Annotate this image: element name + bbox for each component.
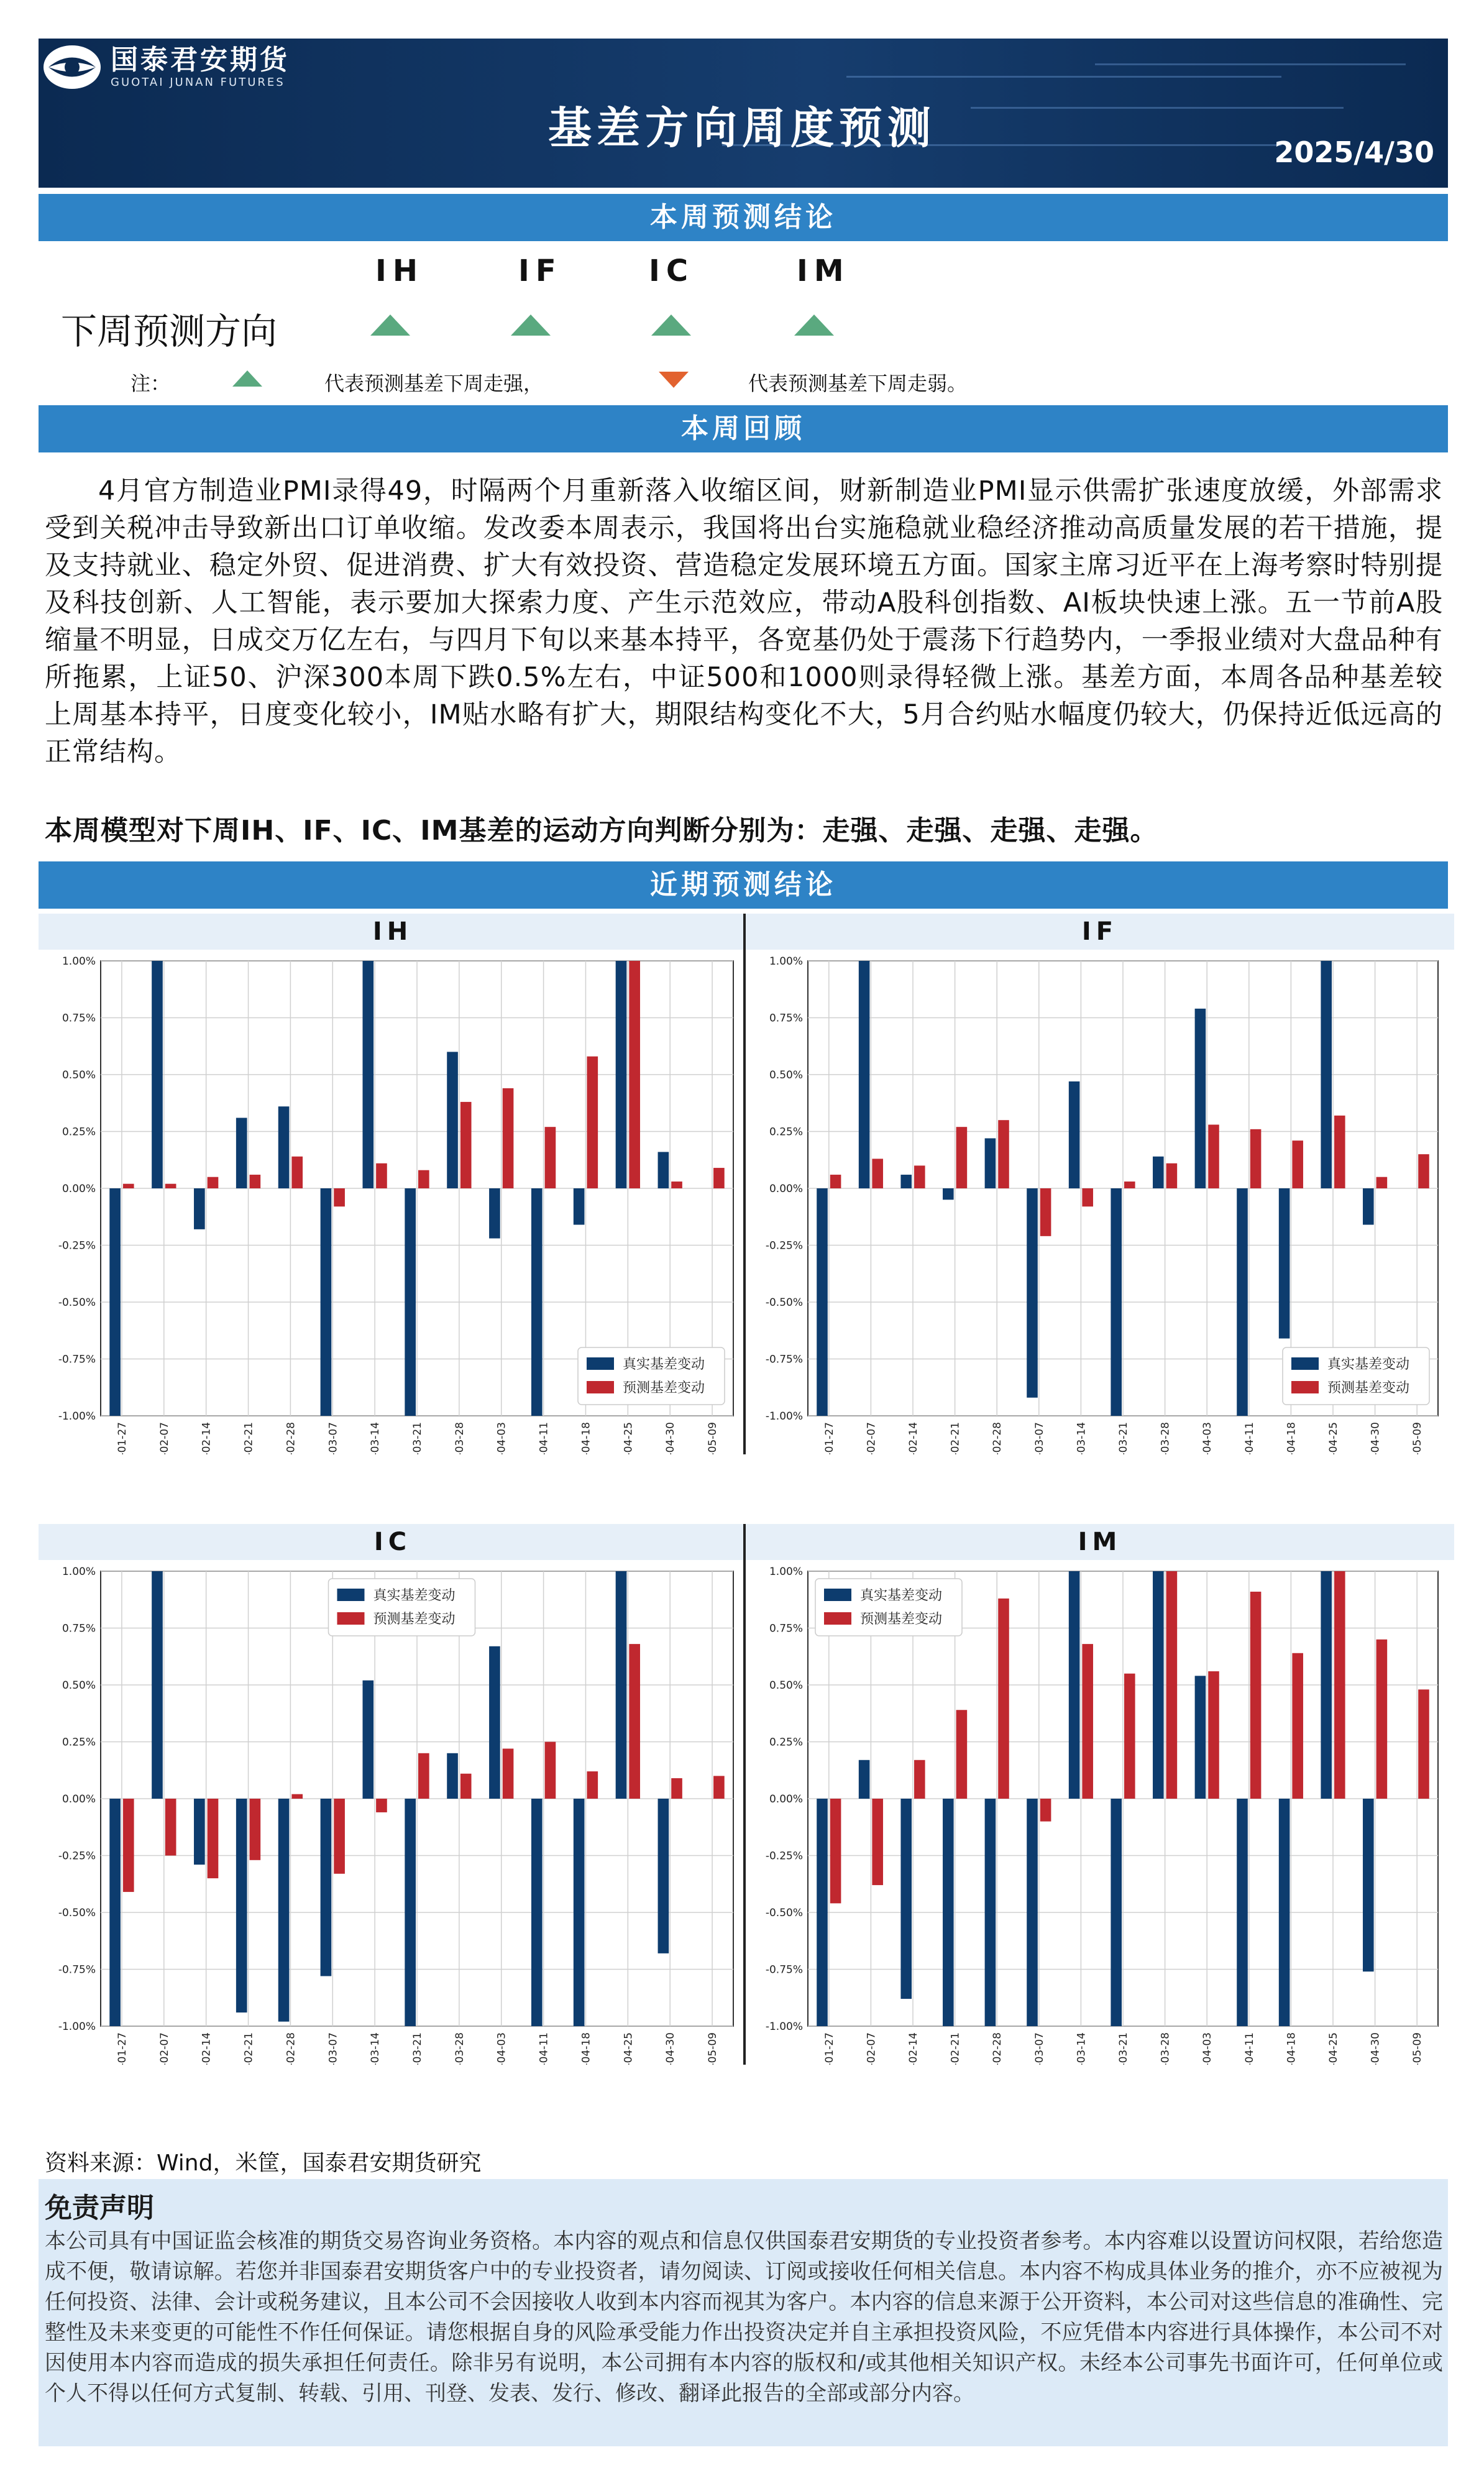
- x-tick-label: 2025-03-07: [1033, 2032, 1046, 2065]
- chart-if-plot: [746, 950, 1452, 1454]
- forecast-basis-bar: [1208, 1671, 1219, 1799]
- x-tick-label: 2025-05-09: [1411, 1422, 1424, 1454]
- x-tick-label: 2025-02-07: [158, 2032, 171, 2065]
- y-tick-label: 0.50%: [62, 1679, 96, 1692]
- ic-up-triangle-icon: [651, 314, 691, 336]
- actual-basis-bar: [1279, 1188, 1290, 1339]
- forecast-basis-bar: [208, 1799, 219, 1878]
- forecast-basis-bar: [376, 1799, 387, 1812]
- chart-im-title: IM: [746, 1524, 1454, 1560]
- x-tick-label: 2025-04-03: [495, 1422, 508, 1454]
- forecast-basis-bar: [830, 1799, 841, 1903]
- chart-ih-title: IH: [39, 914, 747, 950]
- actual-basis-bar: [900, 1175, 912, 1188]
- chart-legend: [815, 1579, 962, 1636]
- x-tick-label: 2025-04-30: [1369, 1422, 1382, 1454]
- actual-basis-bar: [489, 1646, 500, 1799]
- forecast-basis-bar: [208, 1177, 219, 1188]
- forecast-basis-bar: [123, 1799, 134, 1892]
- chart-legend: [1283, 1347, 1429, 1405]
- x-tick-label: 2025-03-21: [411, 1422, 424, 1454]
- actual-basis-bar: [1111, 1188, 1122, 1416]
- x-tick-label: 2025-03-21: [1117, 1422, 1130, 1454]
- forecast-basis-bar: [503, 1088, 514, 1188]
- y-tick-label: -0.50%: [58, 1907, 96, 1919]
- section-bar-review: 本周回顾: [39, 405, 1448, 452]
- legend-label: 预测基差变动: [623, 1380, 705, 1396]
- forecast-basis-bar: [334, 1188, 345, 1206]
- actual-basis-bar: [1363, 1188, 1374, 1225]
- legend-label: 真实基差变动: [623, 1357, 705, 1372]
- x-tick-label: 2025-02-14: [200, 2032, 213, 2065]
- x-tick-label: 2025-04-11: [538, 2032, 551, 2065]
- actual-basis-bar: [152, 961, 163, 1188]
- y-tick-label: 0.75%: [62, 1012, 96, 1025]
- forecast-basis-bar: [418, 1753, 429, 1799]
- y-tick-label: 0.50%: [62, 1069, 96, 1081]
- y-tick-label: -0.50%: [58, 1296, 96, 1309]
- forecast-basis-bar: [1418, 1689, 1429, 1799]
- im-up-triangle-icon: [794, 314, 834, 336]
- forecast-basis-bar: [998, 1120, 1009, 1188]
- x-tick-label: 2025-01-27: [823, 1422, 836, 1454]
- legend-swatch: [1291, 1381, 1319, 1393]
- actual-basis-bar: [985, 1799, 996, 2026]
- y-tick-label: 0.00%: [62, 1793, 96, 1806]
- y-tick-label: -0.75%: [58, 1963, 96, 1976]
- y-tick-label: 0.00%: [769, 1793, 803, 1806]
- y-tick-label: 0.25%: [62, 1736, 96, 1749]
- x-tick-label: 2025-01-27: [116, 1422, 129, 1454]
- forecast-basis-bar: [250, 1799, 261, 1860]
- y-tick-label: 1.00%: [62, 1566, 96, 1578]
- forecast-basis-bar: [334, 1799, 345, 1874]
- actual-basis-bar: [616, 1571, 627, 1799]
- forecast-basis-bar: [671, 1778, 682, 1799]
- forecast-basis-bar: [587, 1057, 598, 1188]
- legend-label: 预测基差变动: [860, 1612, 943, 1627]
- x-tick-label: 2025-02-21: [949, 2032, 962, 2065]
- actual-basis-bar: [1111, 1799, 1122, 2026]
- y-tick-label: -0.25%: [765, 1850, 803, 1863]
- actual-basis-bar: [1237, 1188, 1248, 1416]
- forecast-basis-bar: [713, 1168, 725, 1188]
- logo-en-text: GUOTAI JUNAN FUTURES: [111, 76, 285, 89]
- y-tick-label: 0.75%: [769, 1012, 803, 1025]
- actual-basis-bar: [985, 1138, 996, 1188]
- y-tick-label: 1.00%: [769, 1566, 803, 1578]
- x-tick-label: 2025-04-03: [1201, 1422, 1214, 1454]
- legend-swatch: [824, 1612, 851, 1625]
- chart-if-title: IF: [746, 914, 1454, 950]
- legend-swatch: [587, 1381, 614, 1393]
- x-tick-label: 2025-03-28: [1159, 1422, 1172, 1454]
- x-tick-label: 2025-04-11: [1243, 2032, 1256, 2065]
- forecast-basis-bar: [998, 1599, 1009, 1799]
- x-tick-label: 2025-04-18: [580, 2032, 593, 2065]
- actual-basis-bar: [194, 1799, 205, 1865]
- legend-swatch: [587, 1357, 614, 1370]
- chart-ih: [39, 914, 747, 1454]
- x-tick-label: 2025-02-21: [242, 1422, 255, 1454]
- x-tick-label: 2025-02-07: [865, 2032, 878, 2065]
- x-tick-label: 2025-03-14: [369, 2032, 382, 2065]
- y-tick-label: -0.25%: [765, 1239, 803, 1252]
- forecast-basis-bar: [1040, 1799, 1051, 1822]
- x-tick-label: 2025-02-14: [907, 2032, 920, 2065]
- actual-basis-bar: [658, 1152, 669, 1188]
- actual-basis-bar: [321, 1188, 332, 1416]
- y-tick-label: 1.00%: [62, 955, 96, 968]
- x-tick-label: 2025-01-27: [116, 2032, 129, 2065]
- actual-basis-bar: [1321, 961, 1332, 1188]
- actual-basis-bar: [1195, 1009, 1206, 1188]
- y-tick-label: -0.50%: [765, 1296, 803, 1309]
- actual-basis-bar: [362, 961, 373, 1188]
- x-tick-label: 2025-04-18: [580, 1422, 593, 1454]
- actual-basis-bar: [616, 961, 627, 1188]
- forecast-basis-bar: [503, 1748, 514, 1799]
- actual-basis-bar: [900, 1799, 912, 1999]
- forecast-basis-bar: [291, 1794, 303, 1799]
- chart-im-plot: [746, 1560, 1452, 2065]
- x-tick-label: 2025-03-28: [453, 1422, 466, 1454]
- forecast-basis-bar: [956, 1710, 968, 1799]
- actual-basis-bar: [236, 1118, 247, 1188]
- actual-basis-bar: [1027, 1188, 1038, 1398]
- forecast-basis-bar: [1376, 1177, 1388, 1188]
- actual-basis-bar: [531, 1799, 543, 2026]
- company-logo: [39, 36, 290, 98]
- x-tick-label: 2025-02-21: [242, 2032, 255, 2065]
- forecast-basis-bar: [376, 1163, 387, 1188]
- forecast-basis-bar: [1124, 1182, 1135, 1188]
- page-title: 基差方向周度预测: [548, 103, 936, 154]
- actual-basis-bar: [1321, 1571, 1332, 1799]
- chart-ic-title: IC: [39, 1524, 747, 1560]
- y-tick-label: 0.25%: [769, 1126, 803, 1139]
- y-tick-label: 0.75%: [62, 1622, 96, 1635]
- y-tick-label: 0.25%: [769, 1736, 803, 1749]
- forecast-basis-bar: [1418, 1154, 1429, 1188]
- forecast-basis-bar: [713, 1776, 725, 1799]
- actual-basis-bar: [817, 1188, 828, 1416]
- actual-basis-bar: [658, 1799, 669, 1953]
- y-tick-label: -1.00%: [765, 2021, 803, 2033]
- actual-basis-bar: [1279, 1799, 1290, 2026]
- forecast-basis-bar: [291, 1157, 303, 1188]
- forecast-basis-bar: [1082, 1188, 1093, 1206]
- forecast-basis-bar: [1334, 1116, 1345, 1188]
- if-up-triangle-icon: [511, 314, 551, 336]
- x-tick-label: 2025-04-11: [538, 1422, 551, 1454]
- report-date: 2025/4/30: [1274, 135, 1434, 169]
- forecast-basis-bar: [460, 1102, 472, 1188]
- legend-swatch: [1291, 1357, 1319, 1370]
- forecast-basis-bar: [629, 1644, 640, 1799]
- forecast-basis-bar: [123, 1184, 134, 1188]
- x-tick-label: 2025-04-25: [1327, 2032, 1340, 2065]
- legend-label: 真实基差变动: [373, 1588, 456, 1604]
- legend-swatch: [337, 1612, 364, 1625]
- actual-basis-bar: [859, 1760, 870, 1799]
- y-tick-label: 0.00%: [769, 1183, 803, 1195]
- x-tick-label: 2025-04-30: [664, 2032, 677, 2065]
- x-tick-label: 2025-04-25: [1327, 1422, 1340, 1454]
- forecast-basis-bar: [165, 1799, 176, 1856]
- legend-label: 预测基差变动: [1327, 1380, 1410, 1396]
- actual-basis-bar: [109, 1188, 121, 1416]
- y-tick-label: 0.00%: [62, 1183, 96, 1195]
- actual-basis-bar: [447, 1052, 458, 1188]
- logo-cn-text: 国泰君安期货: [111, 44, 290, 76]
- forecast-basis-bar: [1082, 1644, 1093, 1799]
- data-source: 资料来源：Wind，米筐，国泰君安期货研究: [45, 2150, 482, 2176]
- forecast-basis-bar: [914, 1165, 925, 1188]
- note-label: 注：: [131, 372, 171, 395]
- chart-legend: [578, 1347, 725, 1405]
- x-tick-label: 2025-03-07: [327, 2032, 340, 2065]
- actual-basis-bar: [859, 961, 870, 1188]
- x-tick-label: 2025-03-21: [1117, 2032, 1130, 2065]
- x-tick-label: 2025-05-09: [1411, 2032, 1424, 2065]
- actual-basis-bar: [1027, 1799, 1038, 2026]
- forecast-basis-bar: [629, 961, 640, 1188]
- forecast-basis-bar: [1124, 1674, 1135, 1799]
- y-tick-label: 0.25%: [62, 1126, 96, 1139]
- actual-basis-bar: [278, 1106, 290, 1188]
- forecast-basis-bar: [1250, 1592, 1262, 1799]
- forecast-row-label: 下周预测方向: [61, 310, 278, 352]
- forecast-basis-bar: [1208, 1125, 1219, 1188]
- logo-mark-icon: [42, 44, 102, 90]
- actual-basis-bar: [1195, 1676, 1206, 1799]
- forecast-basis-bar: [1040, 1188, 1051, 1236]
- code-ih: IH: [375, 254, 424, 288]
- x-tick-label: 2025-02-21: [949, 1422, 962, 1454]
- x-tick-label: 2025-02-28: [285, 2032, 298, 2065]
- forecast-basis-bar: [250, 1175, 261, 1188]
- legend-swatch: [824, 1589, 851, 1601]
- actual-basis-bar: [278, 1799, 290, 2022]
- actual-basis-bar: [1363, 1799, 1374, 1971]
- actual-basis-bar: [531, 1188, 543, 1416]
- chart-ic: [39, 1524, 747, 2065]
- forecast-basis-bar: [956, 1127, 968, 1188]
- x-tick-label: 2025-03-07: [327, 1422, 340, 1454]
- actual-basis-bar: [362, 1681, 373, 1799]
- y-tick-label: 0.75%: [769, 1622, 803, 1635]
- forecast-basis-bar: [872, 1159, 883, 1188]
- actual-basis-bar: [447, 1753, 458, 1799]
- forecast-basis-bar: [1250, 1129, 1262, 1188]
- forecast-basis-bar: [545, 1742, 556, 1799]
- forecast-basis-bar: [1376, 1640, 1388, 1799]
- note-up-text: 代表预测基差下周走强，: [324, 372, 544, 395]
- actual-basis-bar: [1153, 1571, 1164, 1799]
- actual-basis-bar: [489, 1188, 500, 1239]
- chart-legend: [328, 1579, 475, 1636]
- forecast-basis-bar: [1334, 1571, 1345, 1799]
- chart-ih-plot: [39, 950, 747, 1454]
- section-bar-conclusion: 本周预测结论: [39, 194, 1448, 241]
- x-tick-label: 2025-02-07: [158, 1422, 171, 1454]
- y-tick-label: -0.25%: [58, 1239, 96, 1252]
- legend-label: 真实基差变动: [860, 1588, 943, 1604]
- actual-basis-bar: [1237, 1799, 1248, 2026]
- x-tick-label: 2025-03-07: [1033, 1422, 1046, 1454]
- forecast-basis-bar: [587, 1771, 598, 1799]
- x-tick-label: 2025-04-30: [1369, 2032, 1382, 2065]
- y-tick-label: 1.00%: [769, 955, 803, 968]
- x-tick-label: 2025-03-14: [1075, 1422, 1088, 1454]
- chart-im: [743, 1524, 1454, 2065]
- y-tick-label: -0.75%: [58, 1353, 96, 1366]
- forecast-basis-bar: [418, 1170, 429, 1188]
- x-tick-label: 2025-04-11: [1243, 1422, 1256, 1454]
- chart-if: [743, 914, 1454, 1454]
- y-tick-label: 0.50%: [769, 1679, 803, 1692]
- x-tick-label: 2025-03-28: [1159, 2032, 1172, 2065]
- forecast-basis-bar: [1166, 1571, 1178, 1799]
- y-tick-label: -0.50%: [765, 1907, 803, 1919]
- x-tick-label: 2025-04-25: [622, 1422, 635, 1454]
- y-tick-label: -0.25%: [58, 1850, 96, 1863]
- x-tick-label: 2025-03-21: [411, 2032, 424, 2065]
- x-tick-label: 2025-05-09: [707, 2032, 720, 2065]
- forecast-basis-bar: [914, 1760, 925, 1799]
- note-down-text: 代表预测基差下周走弱。: [748, 372, 968, 395]
- x-tick-label: 2025-02-28: [285, 1422, 298, 1454]
- legend-down-triangle-icon: [659, 372, 689, 388]
- actual-basis-bar: [405, 1188, 416, 1416]
- actual-basis-bar: [1069, 1081, 1080, 1188]
- code-ic: IC: [649, 254, 695, 288]
- x-tick-label: 2025-03-14: [1075, 2032, 1088, 2065]
- x-tick-label: 2025-04-18: [1285, 1422, 1298, 1454]
- code-if: IF: [518, 254, 562, 288]
- forecast-basis-bar: [460, 1774, 472, 1799]
- actual-basis-bar: [817, 1799, 828, 2026]
- forecast-basis-bar: [830, 1175, 841, 1188]
- actual-basis-bar: [943, 1188, 954, 1200]
- x-tick-label: 2025-02-28: [991, 2032, 1004, 2065]
- actual-basis-bar: [574, 1188, 585, 1225]
- x-tick-label: 2025-02-14: [200, 1422, 213, 1454]
- y-tick-label: -1.00%: [58, 1410, 96, 1423]
- forecast-basis-bar: [1292, 1140, 1303, 1188]
- actual-basis-bar: [152, 1571, 163, 1799]
- chart-ic-plot: [39, 1560, 747, 2065]
- actual-basis-bar: [321, 1799, 332, 1976]
- y-tick-label: -0.75%: [765, 1963, 803, 1976]
- legend-label: 真实基差变动: [1327, 1357, 1410, 1372]
- forecast-basis-bar: [545, 1127, 556, 1188]
- y-tick-label: -1.00%: [765, 1410, 803, 1423]
- disclaimer-text: 本公司具有中国证监会核准的期货交易咨询业务资格。本内容的观点和信息仅供国泰君安期货的专业投资者参考。本内容难以设置访问权限，若给您造成不便，敬请谅解。若您并非国泰君安期货客户中的专业投资者，请勿阅读、订阅或接收任何相关信息。本内容不构成具体业务的推介，亦不应被视为任何投资、法律、会计或税务建议，且本公司不会因接收人收到本内容而视其为客户。本内容的信息来源于公开资料，本公司对这些信息的准确性、完整性及未来变更的可能性不作任何保证。请您根据自身的风险承受能力作出投资决定并自主承担投资风险，不应凭借本内容进行具体操作，本公司不对因使用本内容而造成的损失承担任何责任。除非另有说明，本公司拥有本内容的版权和/或其他相关知识产权。未经本公司事先书面许可，任何单位或个人不得以任何方式复制、转载、引用、刊登、发表、发行、修改、翻译此报告的全部或部分内容。: [45, 2229, 1443, 2406]
- actual-basis-bar: [194, 1188, 205, 1229]
- actual-basis-bar: [236, 1799, 247, 2012]
- x-tick-label: 2025-03-14: [369, 1422, 382, 1454]
- y-tick-label: 0.50%: [769, 1069, 803, 1081]
- actual-basis-bar: [943, 1799, 954, 2026]
- legend-swatch: [337, 1589, 364, 1601]
- review-paragraph: 4月官方制造业PMI录得49，时隔两个月重新落入收缩区间，财新制造业PMI显示供需扩张速度放缓，外部需求受到关税冲击导致新出口订单收缩。发改委本周表示，我国将出台实施稳就业稳经济推动高质量发展的若干措施，提及支持就业、稳定外贸、促进消费、扩大有效投资、营造稳定发展环境五方面。国家主席习近平在上海考察时特别提及科技创新、人工智能，表示要加大探索力度、产生示范效应，带动A股科创指数、AI板块快速上涨。五一节前A股缩量不明显，日成交万亿左右，与四月下旬以来基本持平，各宽基仍处于震荡下行趋势内，一季报业绩对大盘品种有所拖累，上证50、沪深300本周下跌0.5%左右，中证500和1000则录得轻微上涨。基差方面，本周各品种基差较上周基本持平，日度变化较小，IM贴水略有扩大，期限结构变化不大，5月合约贴水幅度仍较大，仍保持近低远高的正常结构。: [45, 475, 1443, 768]
- forecast-basis-bar: [1166, 1163, 1178, 1188]
- actual-basis-bar: [109, 1799, 121, 2026]
- y-tick-label: -0.75%: [765, 1353, 803, 1366]
- x-tick-label: 2025-04-30: [664, 1422, 677, 1454]
- legend-label: 预测基差变动: [373, 1612, 456, 1627]
- actual-basis-bar: [405, 1799, 416, 2026]
- x-tick-label: 2025-04-18: [1285, 2032, 1298, 2065]
- forecast-basis-bar: [872, 1799, 883, 1885]
- ih-up-triangle-icon: [370, 314, 410, 336]
- x-tick-label: 2025-05-09: [707, 1422, 720, 1454]
- actual-basis-bar: [1069, 1571, 1080, 1799]
- x-tick-label: 2025-04-03: [1201, 2032, 1214, 2065]
- forecast-basis-bar: [1292, 1653, 1303, 1799]
- x-tick-label: 2025-04-03: [495, 2032, 508, 2065]
- disclaimer-title: 免责声明: [45, 2192, 154, 2224]
- x-tick-label: 2025-01-27: [823, 2032, 836, 2065]
- x-tick-label: 2025-02-28: [991, 1422, 1004, 1454]
- actual-basis-bar: [1153, 1157, 1164, 1188]
- model-judgement: 本周模型对下周IH、IF、IC、IM基差的运动方向判断分别为：走强、走强、走强、走强。: [45, 815, 1158, 847]
- forecast-basis-bar: [165, 1184, 176, 1188]
- x-tick-label: 2025-02-07: [865, 1422, 878, 1454]
- actual-basis-bar: [574, 1799, 585, 2026]
- x-tick-label: 2025-02-14: [907, 1422, 920, 1454]
- y-tick-label: -1.00%: [58, 2021, 96, 2033]
- legend-up-triangle-icon: [232, 370, 262, 387]
- code-im: IM: [797, 254, 850, 288]
- section-bar-recent: 近期预测结论: [39, 861, 1448, 909]
- forecast-basis-bar: [671, 1182, 682, 1188]
- x-tick-label: 2025-03-28: [453, 2032, 466, 2065]
- x-tick-label: 2025-04-25: [622, 2032, 635, 2065]
